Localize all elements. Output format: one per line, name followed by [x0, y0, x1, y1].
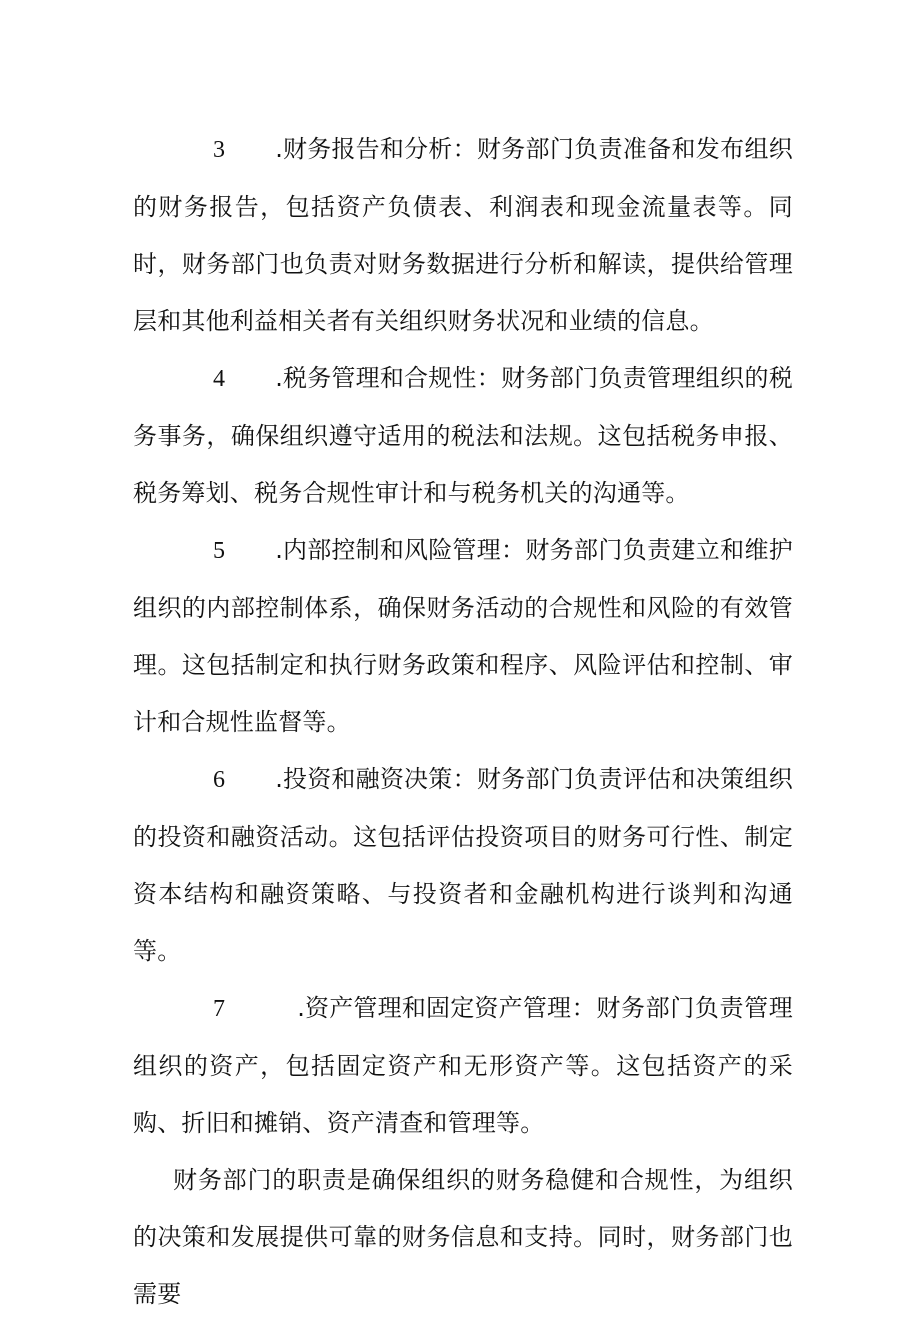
item-number: 4	[213, 366, 226, 392]
paragraph-6	[133, 751, 793, 980]
item-number: 6	[213, 767, 226, 793]
item-body: ：财务部门负责评估和决策组织的投资和融资活动。这包括评估投资项目的财务可行性、制定资本结构和融资策略、与投资者和金融机构进行谈判和沟通等。	[133, 765, 793, 965]
paragraph-3	[133, 121, 793, 350]
item-title: .税务管理和合规性	[275, 364, 477, 392]
closing-paragraph: 财务部门的职责是确保组织的财务稳健和合规性，为组织的决策和发展提供可靠的财务信息和支持。同时，财务部门也需要	[133, 1166, 793, 1308]
item-body: ：财务部门负责管理组织的税务事务，确保组织遵守适用的税法和法规。这包括税务申报、税务筹划、税务合规性审计和与税务机关的沟通等。	[133, 364, 793, 507]
item-title: .内部控制和风险管理	[275, 536, 501, 564]
item-body: ：财务部门负责管理组织的资产，包括固定资产和无形资产等。这包括资产的采购、折旧和摊销、资产清查和管理等。	[133, 994, 793, 1137]
document-body	[133, 121, 793, 1323]
item-number: 5	[213, 538, 226, 564]
paragraph-7	[133, 980, 793, 1152]
item-body: ：财务部门负责建立和维护组织的内部控制体系，确保财务活动的合规性和风险的有效管理。这包括制定和执行财务政策和程序、风险评估和控制、审计和合规性监督等。	[133, 536, 793, 736]
item-body: ：财务部门负责准备和发布组织的财务报告，包括资产负债表、利润表和现金流量表等。同时，财务部门也负责对财务数据进行分析和解读，提供给管理层和其他利益相关者有关组织财务状况和业绩的信息。	[133, 135, 793, 335]
paragraph-4	[133, 350, 793, 522]
item-title: .财务报告和分析	[275, 135, 453, 163]
paragraph-5	[133, 522, 793, 751]
item-title: .投资和融资决策	[275, 765, 453, 793]
item-number: 7	[213, 996, 226, 1022]
item-number: 3	[213, 137, 226, 163]
item-title: .资产管理和固定资产管理	[297, 994, 572, 1022]
